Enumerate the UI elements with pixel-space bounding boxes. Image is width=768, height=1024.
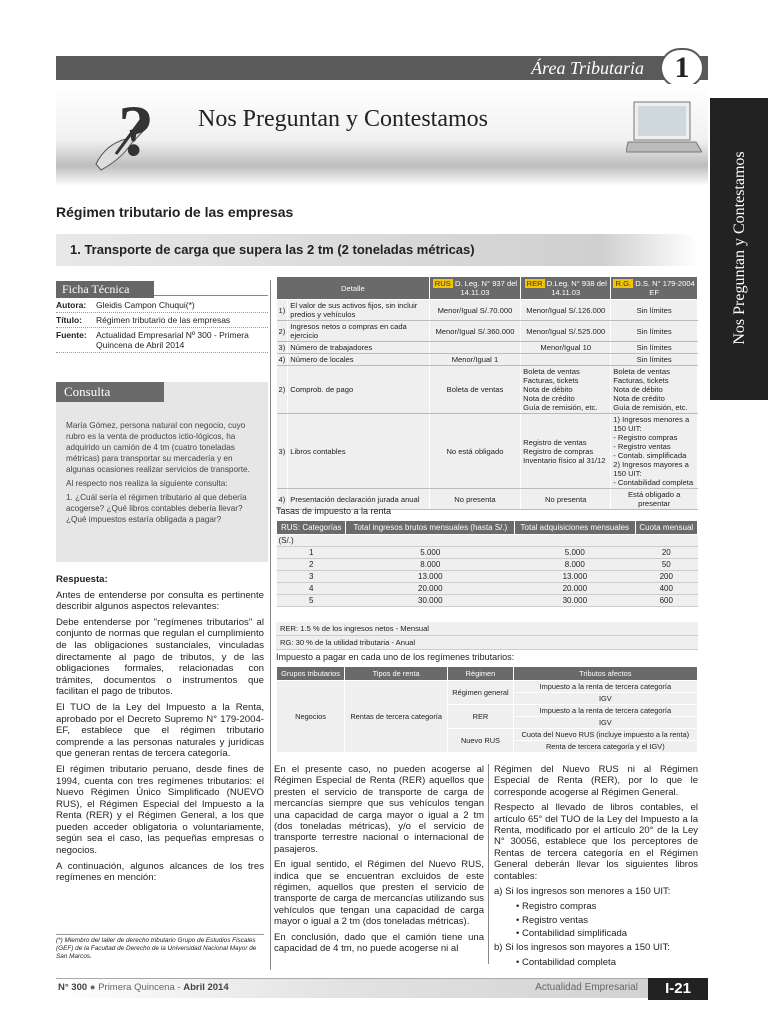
ficha-value: Gleidis Campon Chuqui(*) (96, 300, 195, 310)
table-row: 4) Número de locales Menor/Igual 1 Sin límites (277, 354, 698, 366)
list-item: • Registro ventas (516, 914, 588, 926)
footnote: (*) Miembro del taller de derecho tributario Grupo de Estudios Fiscales (GEF) de la Facultad de Derecho de la Universidad Nacional Mayor de San Marcos. (56, 934, 264, 961)
table-header: RUS D. Leg. N° 937 del 14.11.03 (429, 277, 520, 300)
ficha-key: Fuente: (56, 330, 87, 340)
paragraph: En el presente caso, no pueden acogerse al Régimen Especial de Renta (RER) aquellos que presten el servicio de transporte de carga de mercancías siempre que sus vehículos tengan una capacidad de carga mayor o igual a 2 tm (dos toneladas métricas), y/o el servicio de transporte terrestre nacional o internacional de pasajeros. (274, 764, 484, 855)
paragraph: Antes de entenderse por consulta es pertinente describir algunos aspectos relevantes: (56, 589, 264, 613)
ficha-key: Autora: (56, 300, 87, 310)
header-banner (56, 84, 708, 186)
table-header: Grupos tributarios (277, 667, 345, 681)
paragraph: Respecto al llevado de libros contables, el artículo 65° del TUO de la Ley del Impuesto a la Renta, modificado por el artículo 20° de la Ley N° 30056, establece que los perceptores de Rentas de tercera categoría en el Régimen General deberán llevar los siguientes libros contables: (494, 802, 698, 882)
table-header: Cuota mensual (635, 521, 697, 535)
ficha-heading (56, 280, 268, 296)
ficha-row (56, 313, 268, 328)
book-list (494, 957, 698, 968)
table-row: 2) Comprob. de pago Boleta de ventas Boleta de ventas Facturas, tickets Nota de débito Nota de crédito Guía de remisión, etc. Boleta de ventas Facturas, tickets Nota de débito Nota de crédito Guía de remisión, etc. (277, 366, 698, 414)
list-item: • Contabilidad completa (516, 957, 616, 969)
table-header: R.G. D.S. N° 179-2004 EF (611, 277, 698, 300)
table-row: 3 13.000 13.000 200 (277, 571, 698, 583)
table-row: Renta de tercera categoría y el IGV) (277, 741, 698, 753)
ficha-table (56, 298, 268, 353)
side-tab-label: Nos Preguntan y Contestamos (731, 151, 748, 345)
page-number: I-21 (648, 978, 708, 1000)
table-header: Tipos de renta (345, 667, 448, 681)
table-row: 4) Presentación declaración jurada anual No presenta No presenta Está obligado a presentar (277, 489, 698, 510)
book-list (494, 901, 698, 939)
table-row: 2) Ingresos netos o compras en cada ejercicio Menor/Igual S/.360.000 Menor/Igual S/.525.000 Sin límites (277, 321, 698, 342)
question-mark-icon: ? (118, 91, 154, 171)
respuesta-heading: Respuesta: (56, 574, 108, 585)
ficha-key: Título: (56, 315, 82, 325)
table-row: 1 5.000 5.000 20 (277, 547, 698, 559)
paragraph: En igual sentido, el Régimen del Nuevo RUS, indica que se encuentran excluidos de este régimen, aquellos que presten el servicio de transporte de carga de mercancías utilizando sus vehículos que tengan una capacidad de carga mayor o igual a 2 tm (dos toneladas métricas). (274, 859, 484, 928)
rate-notes (276, 622, 698, 650)
table-row: 5 30.000 30.000 600 (277, 595, 698, 607)
laptop-icon (626, 96, 702, 162)
table3-caption: Impuesto a pagar en cada uno de los regímenes tributarios: (276, 652, 515, 662)
paragraph: Debe entenderse por "regímenes tributarios" al conjunto de normas que regulan el cumplimiento de las obligaciones sustanciales, vinculadas directamente al pago de tributos, y de las obligaciones formales, relacionadas con trámites, documentos o instrumentos que facilitan el pago de tributos. (56, 616, 264, 698)
regimes-table (276, 276, 698, 510)
paragraph: A continuación, algunos alcances de los tres regímenes en mención: (56, 860, 264, 884)
topic-title: 1. Transporte de carga que supera las 2 tm (2 toneladas métricas) (70, 242, 475, 257)
table-row: 4 20.000 20.000 400 (277, 583, 698, 595)
table-header: Tributos afectos (513, 667, 697, 681)
consulta-heading: Consulta (56, 382, 164, 402)
column-divider (488, 764, 489, 964)
table-header: Total ingresos brutos mensuales (hasta S/.) (346, 521, 515, 535)
table2-caption: Tasas de impuesto a la renta (276, 506, 392, 516)
table-header: Detalle (277, 277, 430, 300)
table-row: (S/.) (277, 535, 698, 547)
topic-bar (56, 234, 698, 266)
ficha-value: Régimen tributario de las empresas (96, 315, 231, 325)
list-item: • Contabilidad simplificada (516, 928, 628, 940)
paragraph: El régimen tributario peruano, desde fines de 1994, cuenta con tres regímenes tributarios: el Nuevo Régimen Único Simplificado (NUEVO RUS), el Régimen Especial del Impuesto a la Renta (RER) y el Régimen General, a los que pueden acceder obligatoria o voluntariamente, según sea el caso, las pequeñas empresas o negocios. (56, 763, 264, 857)
table-header: Régimen (448, 667, 513, 681)
ficha-row (56, 298, 268, 313)
table-row: IGV (277, 717, 698, 729)
left-column (56, 574, 264, 888)
table-row: 2 8.000 8.000 50 (277, 559, 698, 571)
column-divider (270, 280, 271, 970)
rate-note: RER: 1.5 % de los ingresos netos - Mensual (276, 622, 698, 636)
paragraph: Régimen del Nuevo RUS ni al Régimen Especial de Renta (RER), por lo que le corresponde acogerse al Régimen General. (494, 764, 698, 798)
banner-title: Nos Preguntan y Contestamos (198, 106, 488, 132)
ficha-value: Actualidad Empresarial Nº 300 - Primera Quincena de Abril 2014 (96, 330, 249, 350)
table-row: IGV (277, 693, 698, 705)
right-column (494, 764, 698, 971)
section-number: 1 (660, 48, 704, 88)
ficha-row (56, 328, 268, 353)
table-header: Total adquisiciones mensuales (515, 521, 635, 535)
taxes-table (276, 666, 698, 753)
rate-note: RG: 30 % de la utilidad tributaria - Anual (276, 636, 698, 650)
area-label: Área Tributaria (531, 58, 644, 78)
tax-rates-table (276, 520, 698, 607)
list-heading: a) Si los ingresos son menores a 150 UIT: (494, 886, 671, 898)
ficha-heading-label: Ficha Técnica (56, 281, 154, 298)
paragraph: En conclusión, dado que el camión tiene una capacidad de 4 tm, no puede acogerse ni al (274, 931, 484, 955)
table-row: Nuevo RUS Cuota del Nuevo RUS (incluye impuesto a la renta) (277, 729, 698, 741)
paragraph: El TUO de la Ley del Impuesto a la Renta, aprobado por el Decreto Supremo N° 179-2004-EF, establece que el régimen tributario comprende a las personas naturales y jurídicas que generan rentas de tercera categoría. (56, 701, 264, 760)
side-tab (710, 98, 768, 400)
table-row: 3) Libros contables No está obligado Registro de ventas Registro de compras Inventario físico al 31/12 1) Ingresos menores a 150 UIT: - Registro compras - Registro ventas - Contab. simplificada 2) Ingresos mayores a 150 UIT: - Contabilidad completa (277, 414, 698, 489)
table-row: Negocios Rentas de tercera categoría Régimen general Impuesto a la renta de tercera categoría (277, 681, 698, 693)
consulta-text: Al respecto nos realiza la siguiente consulta: (66, 479, 228, 488)
table-header: RER D.Leg. N° 938 del 14.11.03 (521, 277, 611, 300)
consulta-box (56, 382, 268, 562)
article-title: Régimen tributario de las empresas (56, 204, 294, 220)
consulta-question: 1. ¿Cuál sería el régimen tributario al que debería acogerse? ¿Qué libros contables debería llevar? ¿Qué impuestos estaría obligada a pagar? (66, 493, 247, 524)
footer-publication: Actualidad Empresarial (535, 982, 638, 993)
table-row: 3) Número de trabajadores Menor/Igual 10 Sin límites (277, 342, 698, 354)
middle-column (274, 764, 484, 959)
footer-issue: N° 300 ● Primera Quincena - Abril 2014 (58, 982, 229, 993)
list-heading: b) Si los ingresos son mayores a 150 UIT: (494, 941, 670, 953)
top-bar (56, 51, 708, 84)
page-footer (56, 978, 708, 998)
consulta-text: María Gómez, persona natural con negocio, cuyo rubro es la venta de productos ictio-lógicos, ha adquirido un camión de 4 tm (cuatro toneladas métricas) para transportar su mercadería y en algunas ocasiones realizar servicios de transporte. (66, 421, 250, 474)
list-item: • Registro compras (516, 901, 597, 913)
table-header: RUS: Categorías (277, 521, 346, 535)
table-row: RER Impuesto a la renta de tercera categoría (277, 705, 698, 717)
table-row: 1) El valor de sus activos fijos, sin incluir predios y vehículos Menor/Igual S/.70.000 Menor/Igual S/.126.000 Sin límites (277, 300, 698, 321)
